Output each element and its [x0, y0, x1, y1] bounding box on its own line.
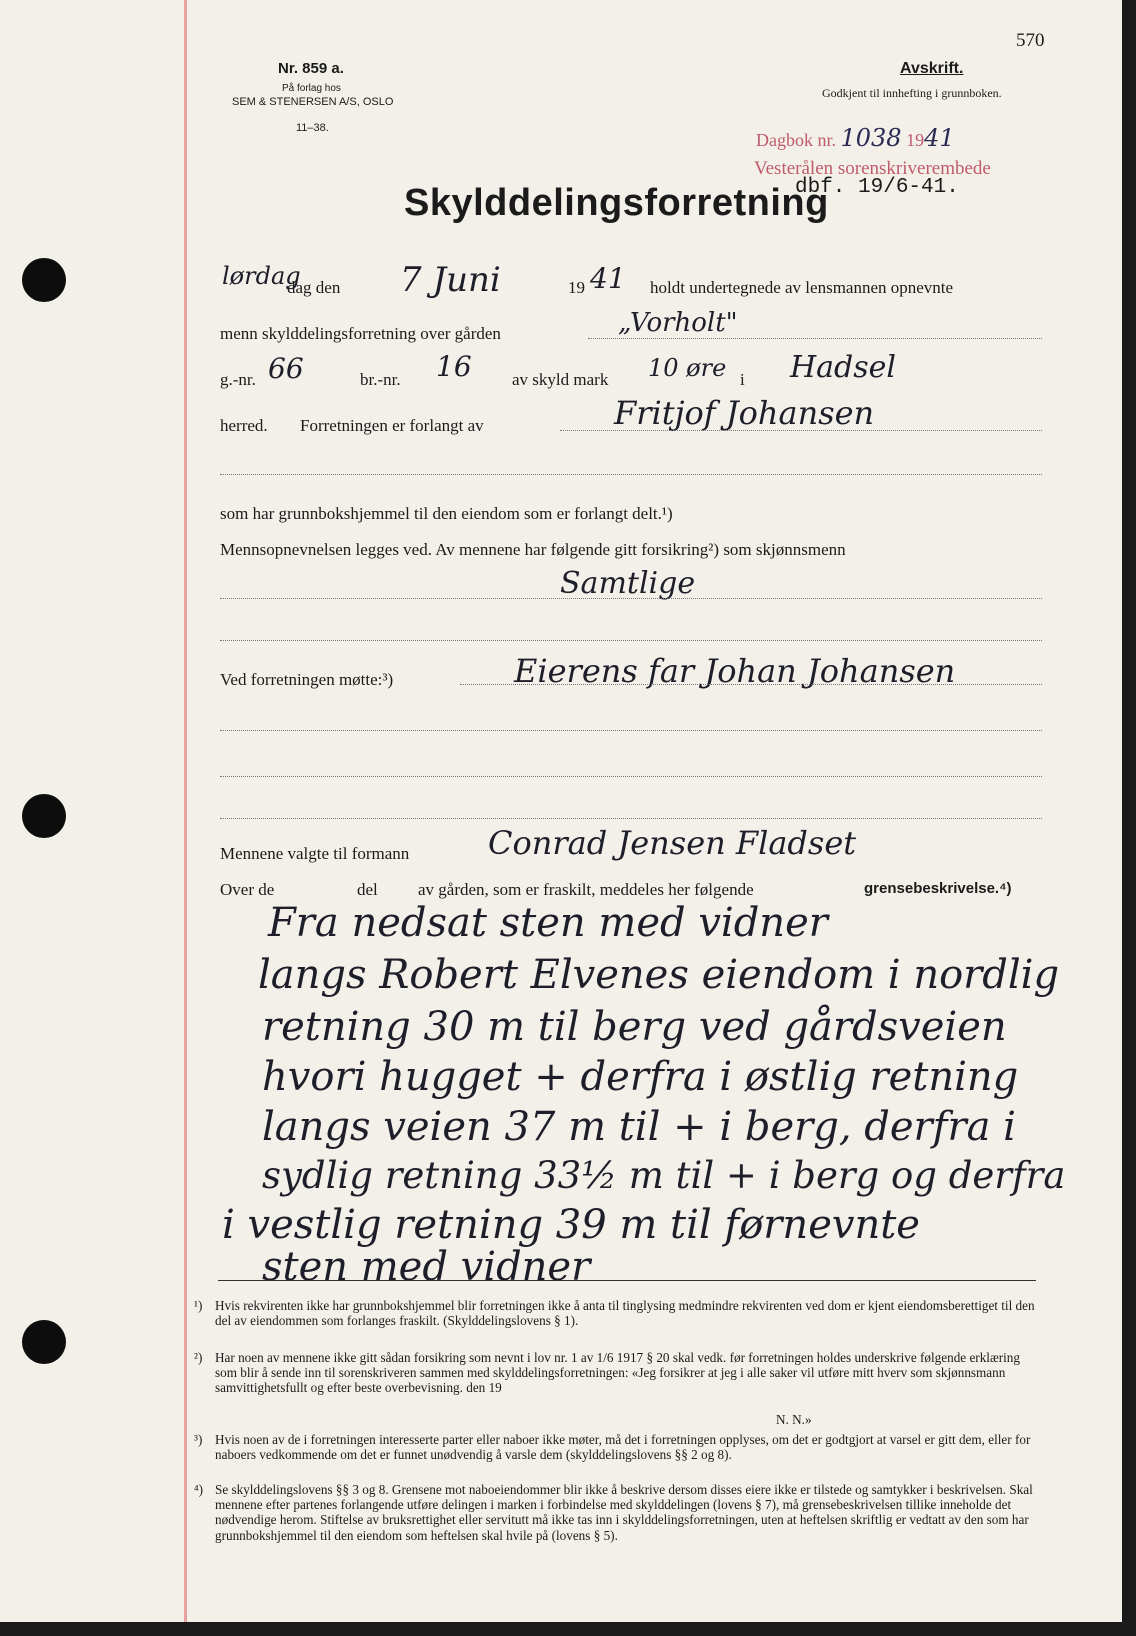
description-line: langs Robert Elvenes eiendom i nordlig — [258, 952, 1060, 998]
stamp-dagbok-label: Dagbok nr. — [756, 130, 836, 150]
footnote — [194, 1350, 1045, 1396]
description-line: hvori hugget + derfra i østlig retning — [262, 1054, 1019, 1100]
gnr-value: 66 — [268, 352, 304, 385]
footnote — [194, 1482, 1045, 1543]
day-label: dag den — [287, 278, 341, 297]
over-rest: av gården, som er fraskilt, meddeles her følgende — [418, 880, 754, 899]
over-prefix: Over de — [220, 880, 275, 899]
appointment-text: Mennsopnevnelsen legges ved. Av mennene har følgende gitt forsikring²) som skjønnsmenn — [220, 540, 846, 559]
field-rule — [588, 338, 1042, 339]
footnote-signature: N. N.» — [776, 1412, 812, 1427]
men-text: menn skylddelingsforretning over gården — [220, 324, 501, 343]
field-rule — [220, 730, 1042, 731]
stamp-dagbok — [756, 124, 955, 152]
bnr-label: br.-nr. — [360, 370, 401, 389]
stamp-dagbok-number: 1038 — [840, 124, 902, 152]
herred-label: herred. — [220, 416, 268, 435]
skyld-label: av skyld mark — [512, 370, 609, 389]
chair-label: Mennene valgte til formann — [220, 844, 410, 863]
bnr-value: 16 — [436, 350, 472, 383]
hjemmel-text: som har grunnbokshjemmel til den eiendom som er forlangt delt.¹) — [220, 504, 673, 523]
footnote-text: Hvis noen av de i forretningen interesserte parter eller naboer ikke møter, må det i forretningen opplyses, om det er godtgjort at varsel er gitt dem, eller for naboers vedkommende om det er funnet unødvendig å varsle dem (skylddelingslovens §§ 2 og 8). — [215, 1432, 1031, 1463]
held-text: holdt undertegnede av lensmannen opnevnte — [650, 278, 954, 297]
page-title: Skylddelingsforretning — [404, 182, 829, 224]
stamp-year: 41 — [924, 124, 955, 152]
field-rule — [220, 598, 1042, 599]
field-rule — [560, 430, 1042, 431]
footnote-text: Hvis rekvirenten ikke har grunnbokshjemmel blir forretningen ikke å anta til tinglysing medmindre rekvirenten ved dom er kjent eiendomsberettiget til den del av eiendommen som forlanges fraskilt. (Skylddelingslovens § 1). — [215, 1298, 1035, 1329]
field-rule — [220, 474, 1042, 475]
gnr-label: g.-nr. — [220, 370, 256, 389]
year-prefix: 19 — [568, 278, 585, 297]
stamp-office: Vesterålen sorenskriverembede — [754, 158, 991, 179]
description-line: Fra nedsat sten med vidner — [268, 900, 828, 946]
publisher-line: SEM & STENERSEN A/S, OSLO — [232, 96, 394, 108]
day-handwritten: lørdag — [222, 262, 301, 290]
field-rule — [220, 776, 1042, 777]
herred-value: Hadsel — [790, 350, 896, 385]
description-line: retning 30 m til berg ved gårdsveien — [262, 1004, 1007, 1050]
year-handwritten: 41 — [590, 262, 626, 295]
attended-label: Ved forretningen møtte:³) — [220, 670, 394, 689]
punch-hole — [22, 794, 66, 838]
approved-text: Godkjent til innhefting i grunnboken. — [822, 86, 1002, 100]
field-rule — [220, 640, 1042, 641]
field-rule — [220, 818, 1042, 819]
punch-hole — [22, 258, 66, 302]
footnote — [194, 1298, 1045, 1329]
attended-handwritten: Eierens far Johan Johansen — [514, 652, 956, 690]
date-handwritten: 7 Juni — [400, 260, 501, 300]
description-line: langs veien 37 m til + i berg, derfra i — [262, 1104, 1016, 1150]
assured-handwritten: Samtlige — [560, 566, 696, 601]
description-line: i vestlig retning 39 m til førnevnte — [222, 1202, 920, 1248]
chair-handwritten: Conrad Jensen Fladset — [488, 824, 857, 862]
margin-line — [184, 0, 187, 1622]
footnote-text: Se skylddelingslovens §§ 3 og 8. Grensene mot naboeiendommer blir ikke å beskrive dersom disses eiere ikke er tilstede og samtykker i beskrivelsen. Skal mennene efter partenes forlangende utføre delingen i marken i forbindelse med skylddelingen (lovens § 7), må grensebeskrivelsen tillike inneholde det nødvendige herom. Stiftelse av bruksrettighet eller servitutt må ikke tas inn i skylddelingsforretningen, uten at heftelsen skriftlig er vedtatt av den som har grunnbokshjemmel til den eiendom som heftelsen skal hvile på (lovens § 5). — [215, 1482, 1033, 1543]
in-label: i — [740, 370, 745, 389]
description-line: sydlig retning 33½ m til + i berg og derfra — [262, 1154, 1066, 1197]
punch-hole — [22, 1320, 66, 1364]
footnote-mark: ¹) — [194, 1298, 203, 1313]
skyld-value: 10 øre — [648, 354, 727, 382]
publisher-line: På forlag hos — [282, 83, 341, 94]
footnote-mark: ³) — [194, 1432, 203, 1447]
requested-label: Forretningen er forlangt av — [300, 416, 484, 435]
farm-name: „Vorholt" — [618, 308, 738, 338]
stamp-dbf-date: dbf. 19/6-41. — [795, 176, 959, 199]
stamp-year-prefix: 19 — [906, 130, 925, 150]
footnote-mark: ²) — [194, 1350, 203, 1365]
requester-handwritten: Fritjof Johansen — [614, 394, 875, 432]
grense-label: grensebeskrivelse.⁴) — [864, 880, 1012, 897]
description-line: sten med vidner — [262, 1244, 591, 1290]
footnote-divider — [218, 1280, 1036, 1281]
field-rule — [460, 684, 1042, 685]
footnote — [194, 1432, 1045, 1463]
form-number: Nr. 859 a. — [278, 60, 344, 77]
footnote-text: Har noen av mennene ikke gitt sådan forsikring som nevnt i lov nr. 1 av 1/6 1917 § 20 skal vedk. før forretningen holdes underskrive følgende erklæring som blir å sende inn til sorenskriveren sammen med skylddelingsforretningen: «Jeg forsikrer at jeg i alle saker vil utføre mitt hverv som skjønnsmann samvittighetsfullt og efter beste overbevisning. den 19 — [215, 1350, 1020, 1396]
page-number: 570 — [1016, 30, 1045, 51]
over-del: del — [357, 880, 378, 899]
form-date: 11–38. — [296, 122, 329, 134]
footnote-mark: ⁴) — [194, 1482, 203, 1497]
copy-label: Avskrift. — [900, 60, 964, 77]
